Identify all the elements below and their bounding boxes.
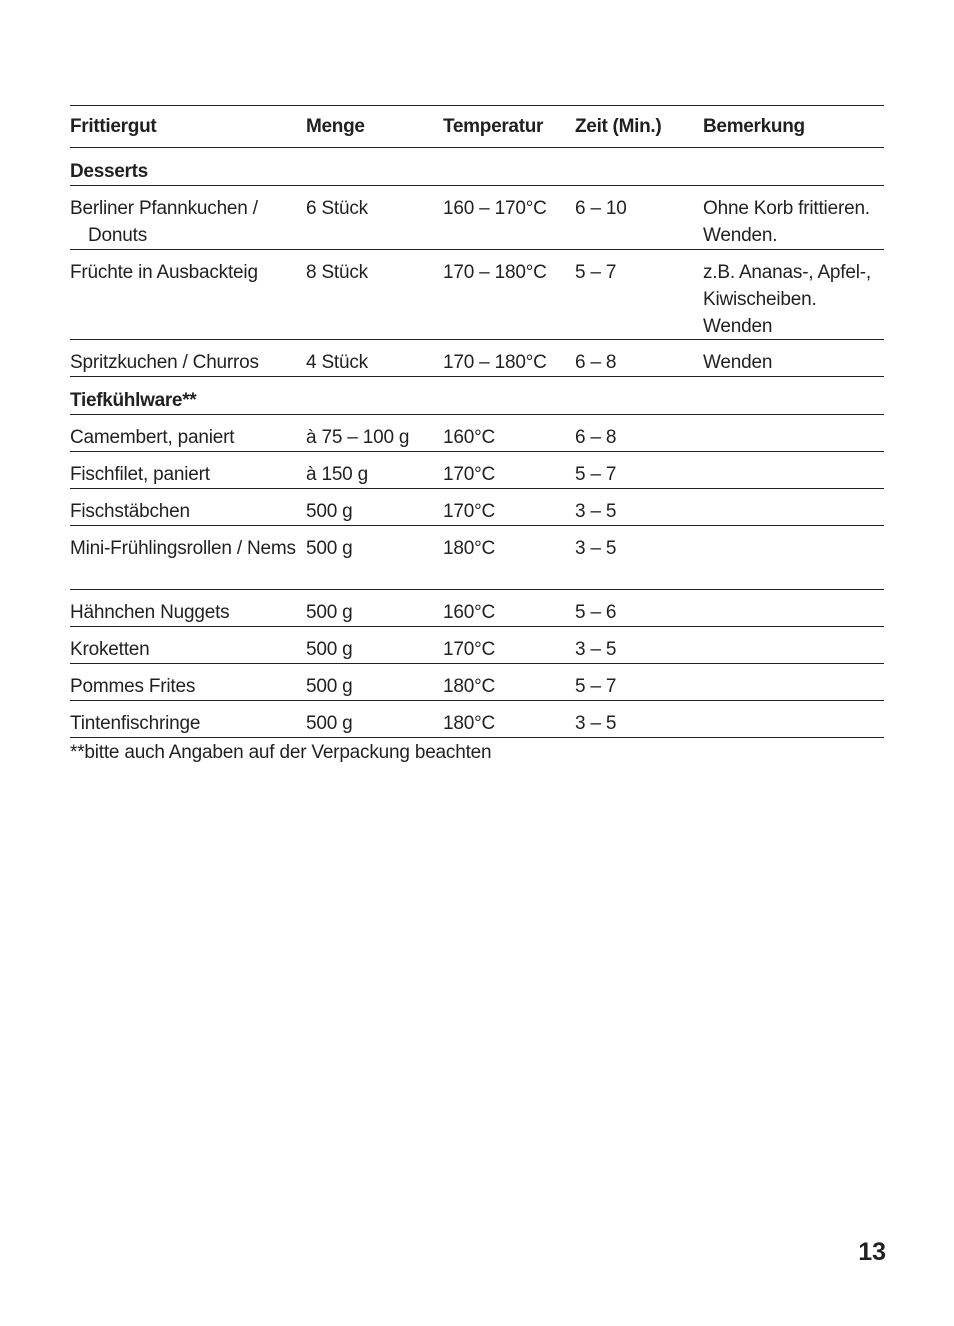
- amount-cell: 500 g: [306, 713, 353, 734]
- item-cell: Kroketten: [70, 639, 150, 660]
- time-cell: 3 – 5: [575, 713, 617, 734]
- note-cell: Wenden: [703, 352, 773, 373]
- note-cell: z.B. Ananas-, Apfel-, Kiwischeiben. Wenden: [703, 262, 871, 337]
- section-row-tiefkuehlware: [70, 377, 884, 415]
- table-row: [70, 250, 884, 340]
- item-cell: Spritzkuchen / Churros: [70, 352, 259, 373]
- table-row: [70, 340, 884, 377]
- item-cell: Pommes Frites: [70, 676, 196, 697]
- item-cell: Hähnchen Nuggets: [70, 602, 230, 623]
- note-cell: Ohne Korb frittieren. Wenden.: [703, 198, 870, 246]
- note-cell: [703, 489, 884, 525]
- table-row: [70, 590, 884, 627]
- header-bemerkung: Bemerkung: [703, 116, 805, 137]
- time-cell: 6 – 8: [575, 427, 617, 448]
- section-title: Tiefkühlware**: [70, 390, 197, 411]
- time-cell: 5 – 6: [575, 602, 617, 623]
- note-cell: [703, 701, 884, 737]
- item-cell: Früchte in Ausbackteig: [70, 262, 258, 283]
- amount-cell: 500 g: [306, 501, 353, 522]
- table-row: [70, 489, 884, 526]
- temperature-cell: 170 – 180°C: [443, 262, 547, 283]
- note-cell: [703, 452, 884, 488]
- item-cell: Fischfilet, paniert: [70, 464, 210, 485]
- table-row: [70, 415, 884, 452]
- time-cell: 5 – 7: [575, 676, 617, 697]
- amount-cell: 500 g: [306, 639, 353, 660]
- header-temperatur: Temperatur: [443, 116, 544, 137]
- header-zeit: Zeit (Min.): [575, 116, 662, 137]
- time-cell: 5 – 7: [575, 262, 617, 283]
- temperature-cell: 170°C: [443, 501, 496, 522]
- temperature-cell: 180°C: [443, 538, 496, 559]
- time-cell: 3 – 5: [575, 639, 617, 660]
- header-frittiergut: Frittiergut: [70, 116, 157, 137]
- item-cell: Fischstäbchen: [70, 501, 190, 522]
- time-cell: 3 – 5: [575, 538, 617, 559]
- note-cell: [703, 590, 884, 626]
- table-row: [70, 664, 884, 701]
- note-cell: [703, 627, 884, 663]
- item-cell: Mini-Frühlingsrollen / Nems: [70, 538, 296, 559]
- table-row: [70, 526, 884, 590]
- time-cell: 6 – 8: [575, 352, 617, 373]
- table-row: [70, 627, 884, 664]
- temperature-cell: 170°C: [443, 464, 496, 485]
- temperature-cell: 180°C: [443, 676, 496, 697]
- section-title: Desserts: [70, 161, 148, 182]
- page-number: 13: [858, 1238, 886, 1266]
- amount-cell: à 150 g: [306, 464, 368, 485]
- amount-cell: 4 Stück: [306, 352, 368, 373]
- amount-cell: 500 g: [306, 602, 353, 623]
- note-cell: [703, 415, 884, 451]
- table-row: [70, 186, 884, 250]
- note-cell: [703, 526, 884, 589]
- note-cell: [703, 664, 884, 700]
- amount-cell: à 75 – 100 g: [306, 427, 410, 448]
- temperature-cell: 160°C: [443, 602, 496, 623]
- item-cell: Camembert, paniert: [70, 427, 235, 448]
- section-row-desserts: [70, 148, 884, 186]
- temperature-cell: 160 – 170°C: [443, 198, 547, 219]
- time-cell: 3 – 5: [575, 501, 617, 522]
- temperature-cell: 180°C: [443, 713, 496, 734]
- footnote: **bitte auch Angaben auf der Verpackung beachten: [70, 742, 492, 763]
- temperature-cell: 170 – 180°C: [443, 352, 547, 373]
- frying-table: [70, 105, 884, 738]
- table-row: [70, 701, 884, 738]
- amount-cell: 500 g: [306, 676, 353, 697]
- item-cell: Tintenfischringe: [70, 713, 201, 734]
- time-cell: 6 – 10: [575, 198, 627, 219]
- amount-cell: 8 Stück: [306, 262, 368, 283]
- table-header-row: [70, 106, 884, 148]
- time-cell: 5 – 7: [575, 464, 617, 485]
- amount-cell: 6 Stück: [306, 198, 368, 219]
- table-row: [70, 452, 884, 489]
- temperature-cell: 170°C: [443, 639, 496, 660]
- amount-cell: 500 g: [306, 538, 353, 559]
- header-menge: Menge: [306, 116, 365, 137]
- item-cell: Berliner Pfannkuchen / Donuts: [70, 198, 258, 246]
- temperature-cell: 160°C: [443, 427, 496, 448]
